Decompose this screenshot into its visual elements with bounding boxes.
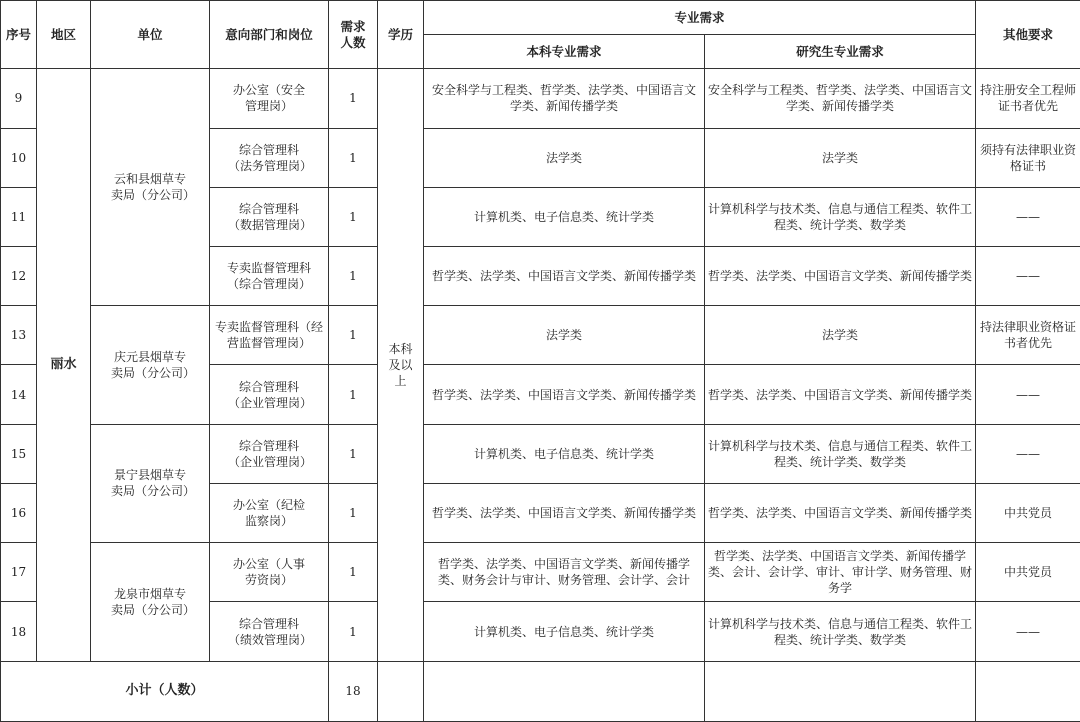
dept-cell: 综合管理科（企业管理岗） (210, 365, 329, 424)
table-row (1, 543, 1080, 602)
seq-cell: 18 (1, 602, 37, 661)
dept-cell: 办公室（纪检监察岗） (210, 483, 329, 542)
num-cell: 1 (329, 69, 378, 128)
table-row (1, 306, 1080, 365)
other-cell: —— (976, 246, 1080, 305)
bachelor-major-cell: 计算机类、电子信息类、统计学类 (424, 602, 705, 661)
bachelor-major-cell: 法学类 (424, 128, 705, 187)
num-cell: 1 (329, 246, 378, 305)
num-cell: 1 (329, 306, 378, 365)
subtotal-empty-other (976, 661, 1080, 721)
bachelor-major-cell: 法学类 (424, 306, 705, 365)
header-unit: 单位 (91, 1, 210, 69)
graduate-major-cell: 安全科学与工程类、哲学类、法学类、中国语言文学类、新闻传播学类 (705, 69, 976, 128)
dept-cell: 办公室（安全管理岗） (210, 69, 329, 128)
table-row (1, 69, 1080, 128)
dept-cell: 综合管理科（绩效管理岗） (210, 602, 329, 661)
bachelor-major-cell: 哲学类、法学类、中国语言文学类、新闻传播学类、财务会计与审计、财务管理、会计学、会计 (424, 543, 705, 602)
header-num: 需求人数 (329, 1, 378, 69)
graduate-major-cell: 计算机科学与技术类、信息与通信工程类、软件工程类、统计学类、数学类 (705, 602, 976, 661)
header-major-bachelor: 本科专业需求 (424, 35, 705, 69)
graduate-major-cell: 哲学类、法学类、中国语言文学类、新闻传播学类 (705, 246, 976, 305)
seq-cell: 16 (1, 483, 37, 542)
subtotal-value: 18 (329, 661, 378, 721)
num-cell: 1 (329, 128, 378, 187)
other-cell: —— (976, 602, 1080, 661)
seq-cell: 12 (1, 246, 37, 305)
seq-cell: 17 (1, 543, 37, 602)
graduate-major-cell: 哲学类、法学类、中国语言文学类、新闻传播学类、会计、会计学、审计、审计学、财务管理、财务学 (705, 543, 976, 602)
subtotal-row (1, 661, 1080, 721)
num-cell: 1 (329, 483, 378, 542)
bachelor-major-cell: 安全科学与工程类、哲学类、法学类、中国语言文学类、新闻传播学类 (424, 69, 705, 128)
seq-cell: 10 (1, 128, 37, 187)
header-dept: 意向部门和岗位 (210, 1, 329, 69)
edu-cell: 本科及以上 (378, 69, 424, 661)
subtotal-label: 小计（人数） (1, 661, 329, 721)
unit-cell: 景宁县烟草专卖局（分公司） (91, 424, 210, 542)
table-row (1, 424, 1080, 483)
dept-cell: 综合管理科（法务管理岗） (210, 128, 329, 187)
num-cell: 1 (329, 187, 378, 246)
dept-cell: 办公室（人事劳资岗） (210, 543, 329, 602)
bachelor-major-cell: 哲学类、法学类、中国语言文学类、新闻传播学类 (424, 246, 705, 305)
graduate-major-cell: 法学类 (705, 128, 976, 187)
dept-cell: 专卖监督管理科（综合管理岗） (210, 246, 329, 305)
graduate-major-cell: 哲学类、法学类、中国语言文学类、新闻传播学类 (705, 483, 976, 542)
other-cell: —— (976, 187, 1080, 246)
header-edu: 学历 (378, 1, 424, 69)
unit-cell: 庆元县烟草专卖局（分公司） (91, 306, 210, 424)
graduate-major-cell: 法学类 (705, 306, 976, 365)
seq-cell: 14 (1, 365, 37, 424)
header-row (1, 1, 1080, 35)
area-cell: 丽水 (37, 69, 91, 661)
dept-cell: 综合管理科（数据管理岗） (210, 187, 329, 246)
graduate-major-cell: 哲学类、法学类、中国语言文学类、新闻传播学类 (705, 365, 976, 424)
other-cell: —— (976, 365, 1080, 424)
seq-cell: 15 (1, 424, 37, 483)
header-major: 专业需求 (424, 1, 976, 35)
dept-cell: 综合管理科（企业管理岗） (210, 424, 329, 483)
seq-cell: 9 (1, 69, 37, 128)
dept-cell: 专卖监督管理科（经营监督管理岗） (210, 306, 329, 365)
bachelor-major-cell: 计算机类、电子信息类、统计学类 (424, 187, 705, 246)
unit-cell: 云和县烟草专卖局（分公司） (91, 69, 210, 306)
num-cell: 1 (329, 543, 378, 602)
graduate-major-cell: 计算机科学与技术类、信息与通信工程类、软件工程类、统计学类、数学类 (705, 424, 976, 483)
num-cell: 1 (329, 424, 378, 483)
other-cell: 持法律职业资格证书者优先 (976, 306, 1080, 365)
bachelor-major-cell: 哲学类、法学类、中国语言文学类、新闻传播学类 (424, 483, 705, 542)
header-other: 其他要求 (976, 1, 1080, 69)
other-cell: 须持有法律职业资格证书 (976, 128, 1080, 187)
other-cell: —— (976, 424, 1080, 483)
other-cell: 中共党员 (976, 483, 1080, 542)
num-cell: 1 (329, 365, 378, 424)
graduate-major-cell: 计算机科学与技术类、信息与通信工程类、软件工程类、统计学类、数学类 (705, 187, 976, 246)
subtotal-empty-edu (378, 661, 424, 721)
subtotal-empty-bachelor (424, 661, 705, 721)
subtotal-empty-graduate (705, 661, 976, 721)
header-area: 地区 (37, 1, 91, 69)
other-cell: 中共党员 (976, 543, 1080, 602)
other-cell: 持注册安全工程师证书者优先 (976, 69, 1080, 128)
num-cell: 1 (329, 602, 378, 661)
bachelor-major-cell: 哲学类、法学类、中国语言文学类、新闻传播学类 (424, 365, 705, 424)
seq-cell: 11 (1, 187, 37, 246)
unit-cell: 龙泉市烟草专卖局（分公司） (91, 543, 210, 661)
bachelor-major-cell: 计算机类、电子信息类、统计学类 (424, 424, 705, 483)
header-seq: 序号 (1, 1, 37, 69)
seq-cell: 13 (1, 306, 37, 365)
header-major-graduate: 研究生专业需求 (705, 35, 976, 69)
